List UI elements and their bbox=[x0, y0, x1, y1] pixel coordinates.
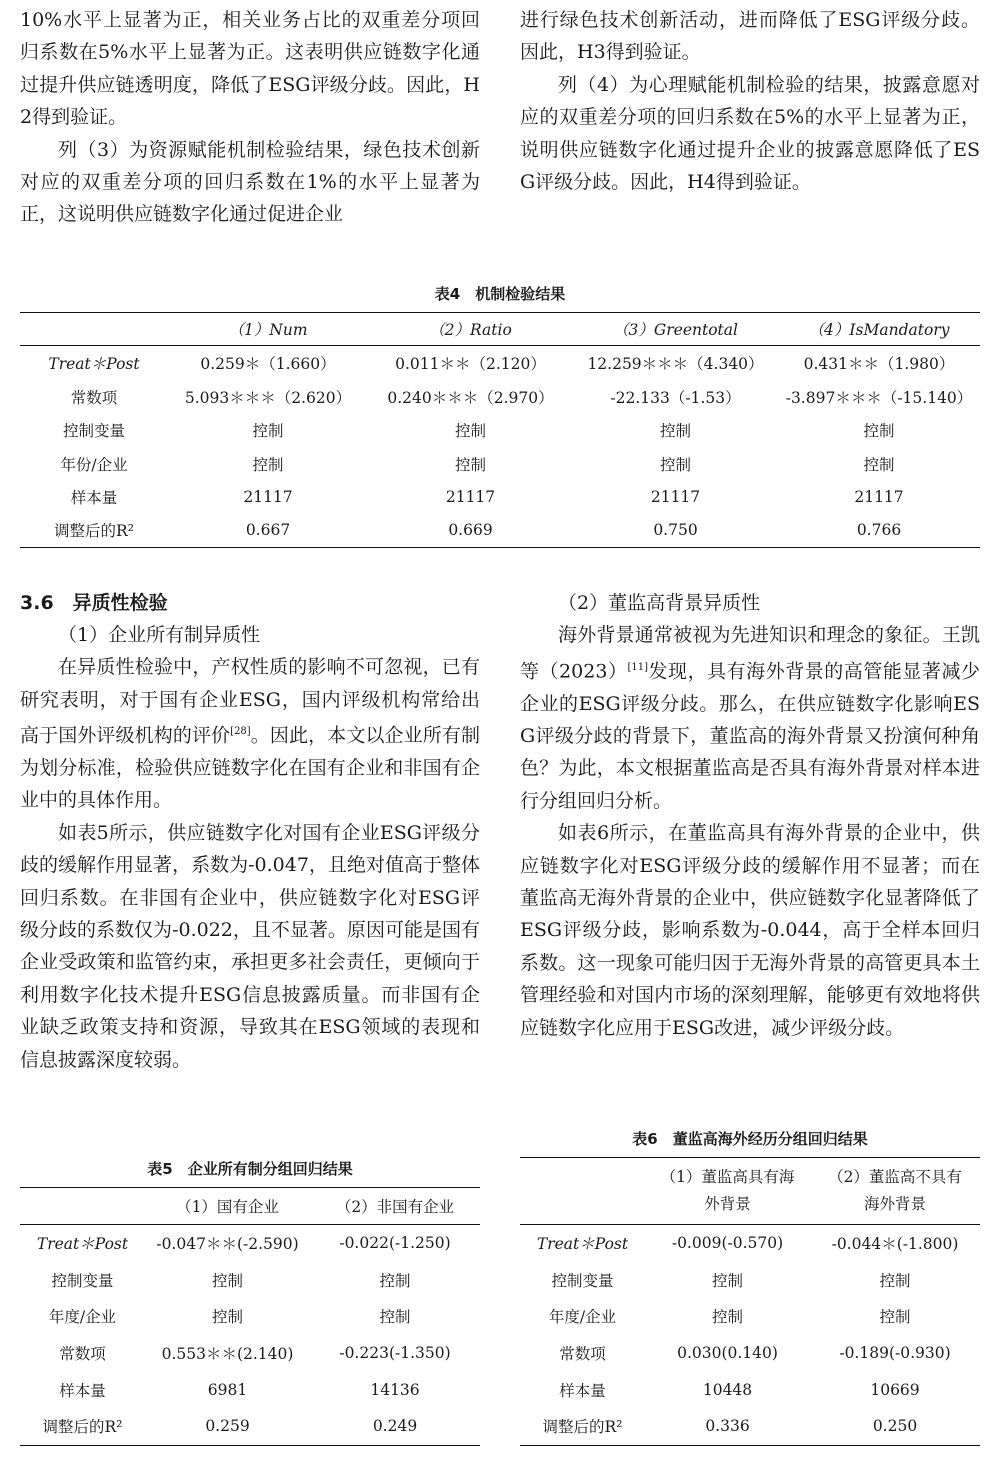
table-cell: 控制 bbox=[659, 455, 691, 474]
table6-caption: 表6 董监高海外经历分组回归结果 bbox=[632, 1130, 868, 1148]
table-row bbox=[520, 1262, 980, 1298]
subheading: （2）董监高背景异质性 bbox=[558, 592, 761, 614]
table-row bbox=[520, 1372, 980, 1408]
table4-header: （2）Ratio bbox=[429, 321, 512, 339]
table-cell: 控制 bbox=[454, 422, 486, 440]
table-cell: -3.897＊＊＊（-15.140） bbox=[785, 389, 973, 407]
table-cell: 0.669 bbox=[448, 521, 493, 540]
table-cell: Treat＊Post bbox=[48, 355, 140, 374]
table-cell: 调整后的R² bbox=[54, 522, 134, 541]
table-cell: 调整后的R² bbox=[542, 1418, 623, 1437]
table-cell: 控制 bbox=[879, 1308, 911, 1326]
table-cell: 控制变量 bbox=[62, 422, 125, 440]
table5-header bbox=[20, 1188, 145, 1225]
paragraph: 如表6所示，在董监高具有海外背景的企业中，供应链数字化对ESG评级分歧的缓解作用不显著；而在董监高无海外背景的企业中，供应链数字化显著降低了ESG评级分歧，影响系数为-0.044，高于全样本回归系数。这一现象可能归因于无海外背景的高管更具本土管理经验和对国内市场的深刻理解，能够更有效地将供应链数字化应用于ESG改进，减少评级分歧。 bbox=[520, 822, 980, 1039]
table-cell: 14136 bbox=[370, 1380, 420, 1399]
table-cell: 控制 bbox=[252, 422, 284, 440]
table-cell: -22.133（-1.53） bbox=[610, 389, 741, 407]
table-cell: 控制 bbox=[211, 1308, 243, 1326]
table-cell: 控制 bbox=[379, 1308, 411, 1326]
paragraph: 在异质性检验中，产权性质的影响不可忽视，已有研究表明，对于国有企业ESG，国内评级机构常给出高于国外评级机构的评价[28]。因此，本文以企业所有制为划分标准，检验供应链数字化在国有企业和非国有企业中的具体作用。 bbox=[20, 656, 480, 812]
table-cell: 0.553＊＊(2.140) bbox=[161, 1345, 294, 1363]
left-bottom-column bbox=[20, 587, 480, 1076]
table-cell: 样本量 bbox=[70, 489, 118, 507]
table-row bbox=[20, 1335, 480, 1372]
table5 bbox=[20, 1187, 480, 1446]
left-top-column bbox=[20, 4, 480, 231]
table-cell: Treat＊Post bbox=[36, 1235, 129, 1254]
table-cell: 0.011＊＊（2.120） bbox=[395, 355, 546, 374]
table-row bbox=[20, 1225, 480, 1262]
table-cell: 控制 bbox=[711, 1308, 743, 1326]
table-cell: 12.259＊＊＊（4.340） bbox=[587, 355, 764, 374]
table4-header: （4）IsMandatory bbox=[808, 321, 950, 339]
paragraph: 海外背景通常被视为先进知识和理念的象征。王凯等（2023）[11]发现，具有海外背景的高管能显著减少企业的ESG评级分歧。那么，在供应链数字化影响ESG评级分歧的背景下，董监高的海外背景又扮演何种角色？为此，本文根据董监高是否具有海外背景对样本进行分组回归分析。 bbox=[520, 624, 980, 812]
table-cell: 0.259 bbox=[205, 1417, 250, 1436]
table-cell: 常数项 bbox=[59, 1345, 106, 1363]
table-cell: 常数项 bbox=[70, 389, 118, 407]
table4-header: （1）Num bbox=[228, 321, 308, 339]
table-cell: 控制 bbox=[454, 455, 486, 474]
table-cell: 控制 bbox=[711, 1271, 743, 1290]
table-cell: -0.022(-1.250) bbox=[339, 1234, 451, 1253]
table4-caption: 表4 机制检验结果 bbox=[434, 285, 566, 303]
table6-header bbox=[520, 1158, 645, 1225]
table-cell: 控制 bbox=[211, 1271, 243, 1290]
paragraph: 列（3）为资源赋能机制检验结果，绿色技术创新对应的双重差分项的回归系数在1%的水平上显著为正，这说明供应链数字化通过促进企业 bbox=[20, 138, 480, 226]
table-row bbox=[520, 1225, 980, 1262]
table-cell: 控制 bbox=[252, 455, 284, 474]
table-cell: 控制 bbox=[659, 422, 691, 440]
table-cell: 常数项 bbox=[559, 1345, 606, 1363]
table4-header: （3）Greentotal bbox=[613, 321, 738, 339]
table-cell: 5.093＊＊＊（2.620） bbox=[184, 389, 352, 407]
table-cell: -0.009(-0.570) bbox=[671, 1234, 784, 1253]
table5-header: （1）国有企业 bbox=[176, 1198, 279, 1216]
table-row bbox=[20, 1372, 480, 1408]
table-cell: 0.750 bbox=[653, 521, 698, 540]
table-cell: 控制 bbox=[879, 1271, 911, 1290]
table-cell: 控制 bbox=[863, 455, 895, 474]
table-cell: 10669 bbox=[870, 1380, 920, 1399]
table6 bbox=[520, 1157, 980, 1446]
table6-header: （1）董监高具有海外背景 bbox=[660, 1168, 795, 1213]
table5-caption: 表5 企业所有制分组回归结果 bbox=[147, 1160, 353, 1178]
paragraph: 进行绿色技术创新活动，进而降低了ESG评级分歧。因此，H3得到验证。 bbox=[520, 9, 980, 64]
citation: [11] bbox=[627, 661, 648, 673]
table-cell: 年度/企业 bbox=[48, 1308, 117, 1326]
table-cell: 0.240＊＊＊（2.970） bbox=[387, 389, 554, 407]
table-cell: 年份/企业 bbox=[60, 455, 128, 474]
table-row bbox=[20, 414, 980, 447]
table-row bbox=[20, 1262, 480, 1298]
paragraph: 如表5所示，供应链数字化对国有企业ESG评级分歧的缓解作用显著，系数为-0.047，且绝对值高于整体回归系数。在非国有企业中，供应链数字化对ESG评级分歧的系数仅为-0.022，且不显著。原因可能是国有企业受政策和监管约束，承担更多社会责任，更倾向于利用数字化技术提升ESG信息披露质量。而非国有企业缺乏政策支持和资源，导致其在ESG领域的表现和信息披露深度较弱。 bbox=[20, 821, 480, 1071]
table-cell: 控制变量 bbox=[51, 1271, 114, 1290]
table-cell: 0.431＊＊（1.980） bbox=[803, 355, 955, 374]
table-cell: 21117 bbox=[445, 488, 496, 506]
table-cell: 10448 bbox=[702, 1380, 753, 1399]
table-cell: 0.766 bbox=[856, 521, 902, 540]
table4-header bbox=[20, 313, 168, 346]
table-row bbox=[20, 1298, 480, 1335]
table-row bbox=[20, 346, 980, 381]
table-cell: 0.030(0.140) bbox=[677, 1344, 778, 1362]
table-row bbox=[20, 447, 980, 481]
table-cell: 样本量 bbox=[59, 1381, 106, 1400]
table-cell: 样本量 bbox=[559, 1381, 606, 1400]
section-heading: 3.6 异质性检验 bbox=[20, 592, 168, 614]
table-cell: 21117 bbox=[854, 488, 904, 506]
paragraph: 列（4）为心理赋能机制检验的结果，披露意愿对应的双重差分项的回归系数在5%的水平上显著为正，说明供应链数字化通过提升企业的披露意愿降低了ESG评级分歧。因此，H4得到验证。 bbox=[520, 73, 980, 194]
table-cell: -0.044＊(-1.800) bbox=[831, 1235, 959, 1254]
table-cell: 21117 bbox=[650, 488, 701, 506]
right-top-column bbox=[520, 4, 980, 198]
table-cell: 0.250 bbox=[872, 1417, 918, 1436]
citation: [28] bbox=[230, 726, 251, 738]
subheading: （1）企业所有制异质性 bbox=[58, 624, 261, 646]
table-row bbox=[20, 381, 980, 414]
table-cell: -0.047＊＊(-2.590) bbox=[156, 1235, 299, 1254]
table-row bbox=[20, 481, 980, 514]
table-cell: -0.189(-0.930) bbox=[839, 1344, 951, 1362]
table-row bbox=[520, 1335, 980, 1372]
table-cell: 调整后的R² bbox=[42, 1418, 123, 1437]
table-cell: 控制 bbox=[863, 422, 895, 440]
table-row bbox=[20, 514, 980, 548]
paragraph: 10%水平上显著为正，相关业务占比的双重差分项回归系数在5%水平上显著为正。这表明供应链数字化通过提升供应链透明度，降低了ESG评级分歧。因此，H2得到验证。 bbox=[20, 9, 480, 129]
table-cell: -0.223(-1.350) bbox=[339, 1344, 451, 1362]
table-cell: 0.249 bbox=[372, 1417, 418, 1436]
table-cell: Treat＊Post bbox=[536, 1235, 629, 1254]
table-cell: 21117 bbox=[243, 488, 293, 506]
table6-header: （2）董监高不具有海外背景 bbox=[828, 1168, 962, 1213]
table-row bbox=[520, 1298, 980, 1335]
table5-header: （2）非国有企业 bbox=[335, 1198, 455, 1216]
table-cell: 0.336 bbox=[705, 1417, 750, 1436]
table-cell: 控制 bbox=[379, 1271, 411, 1290]
table-row bbox=[20, 1408, 480, 1446]
table-cell: 0.667 bbox=[245, 521, 291, 540]
table-cell: 6981 bbox=[207, 1380, 248, 1399]
table-cell: 0.259＊（1.660） bbox=[200, 355, 336, 374]
right-bottom-column bbox=[520, 587, 980, 1044]
table4 bbox=[20, 312, 980, 548]
table-row bbox=[520, 1408, 980, 1446]
table-cell: 控制变量 bbox=[551, 1271, 614, 1290]
table-cell: 年度/企业 bbox=[548, 1308, 617, 1326]
